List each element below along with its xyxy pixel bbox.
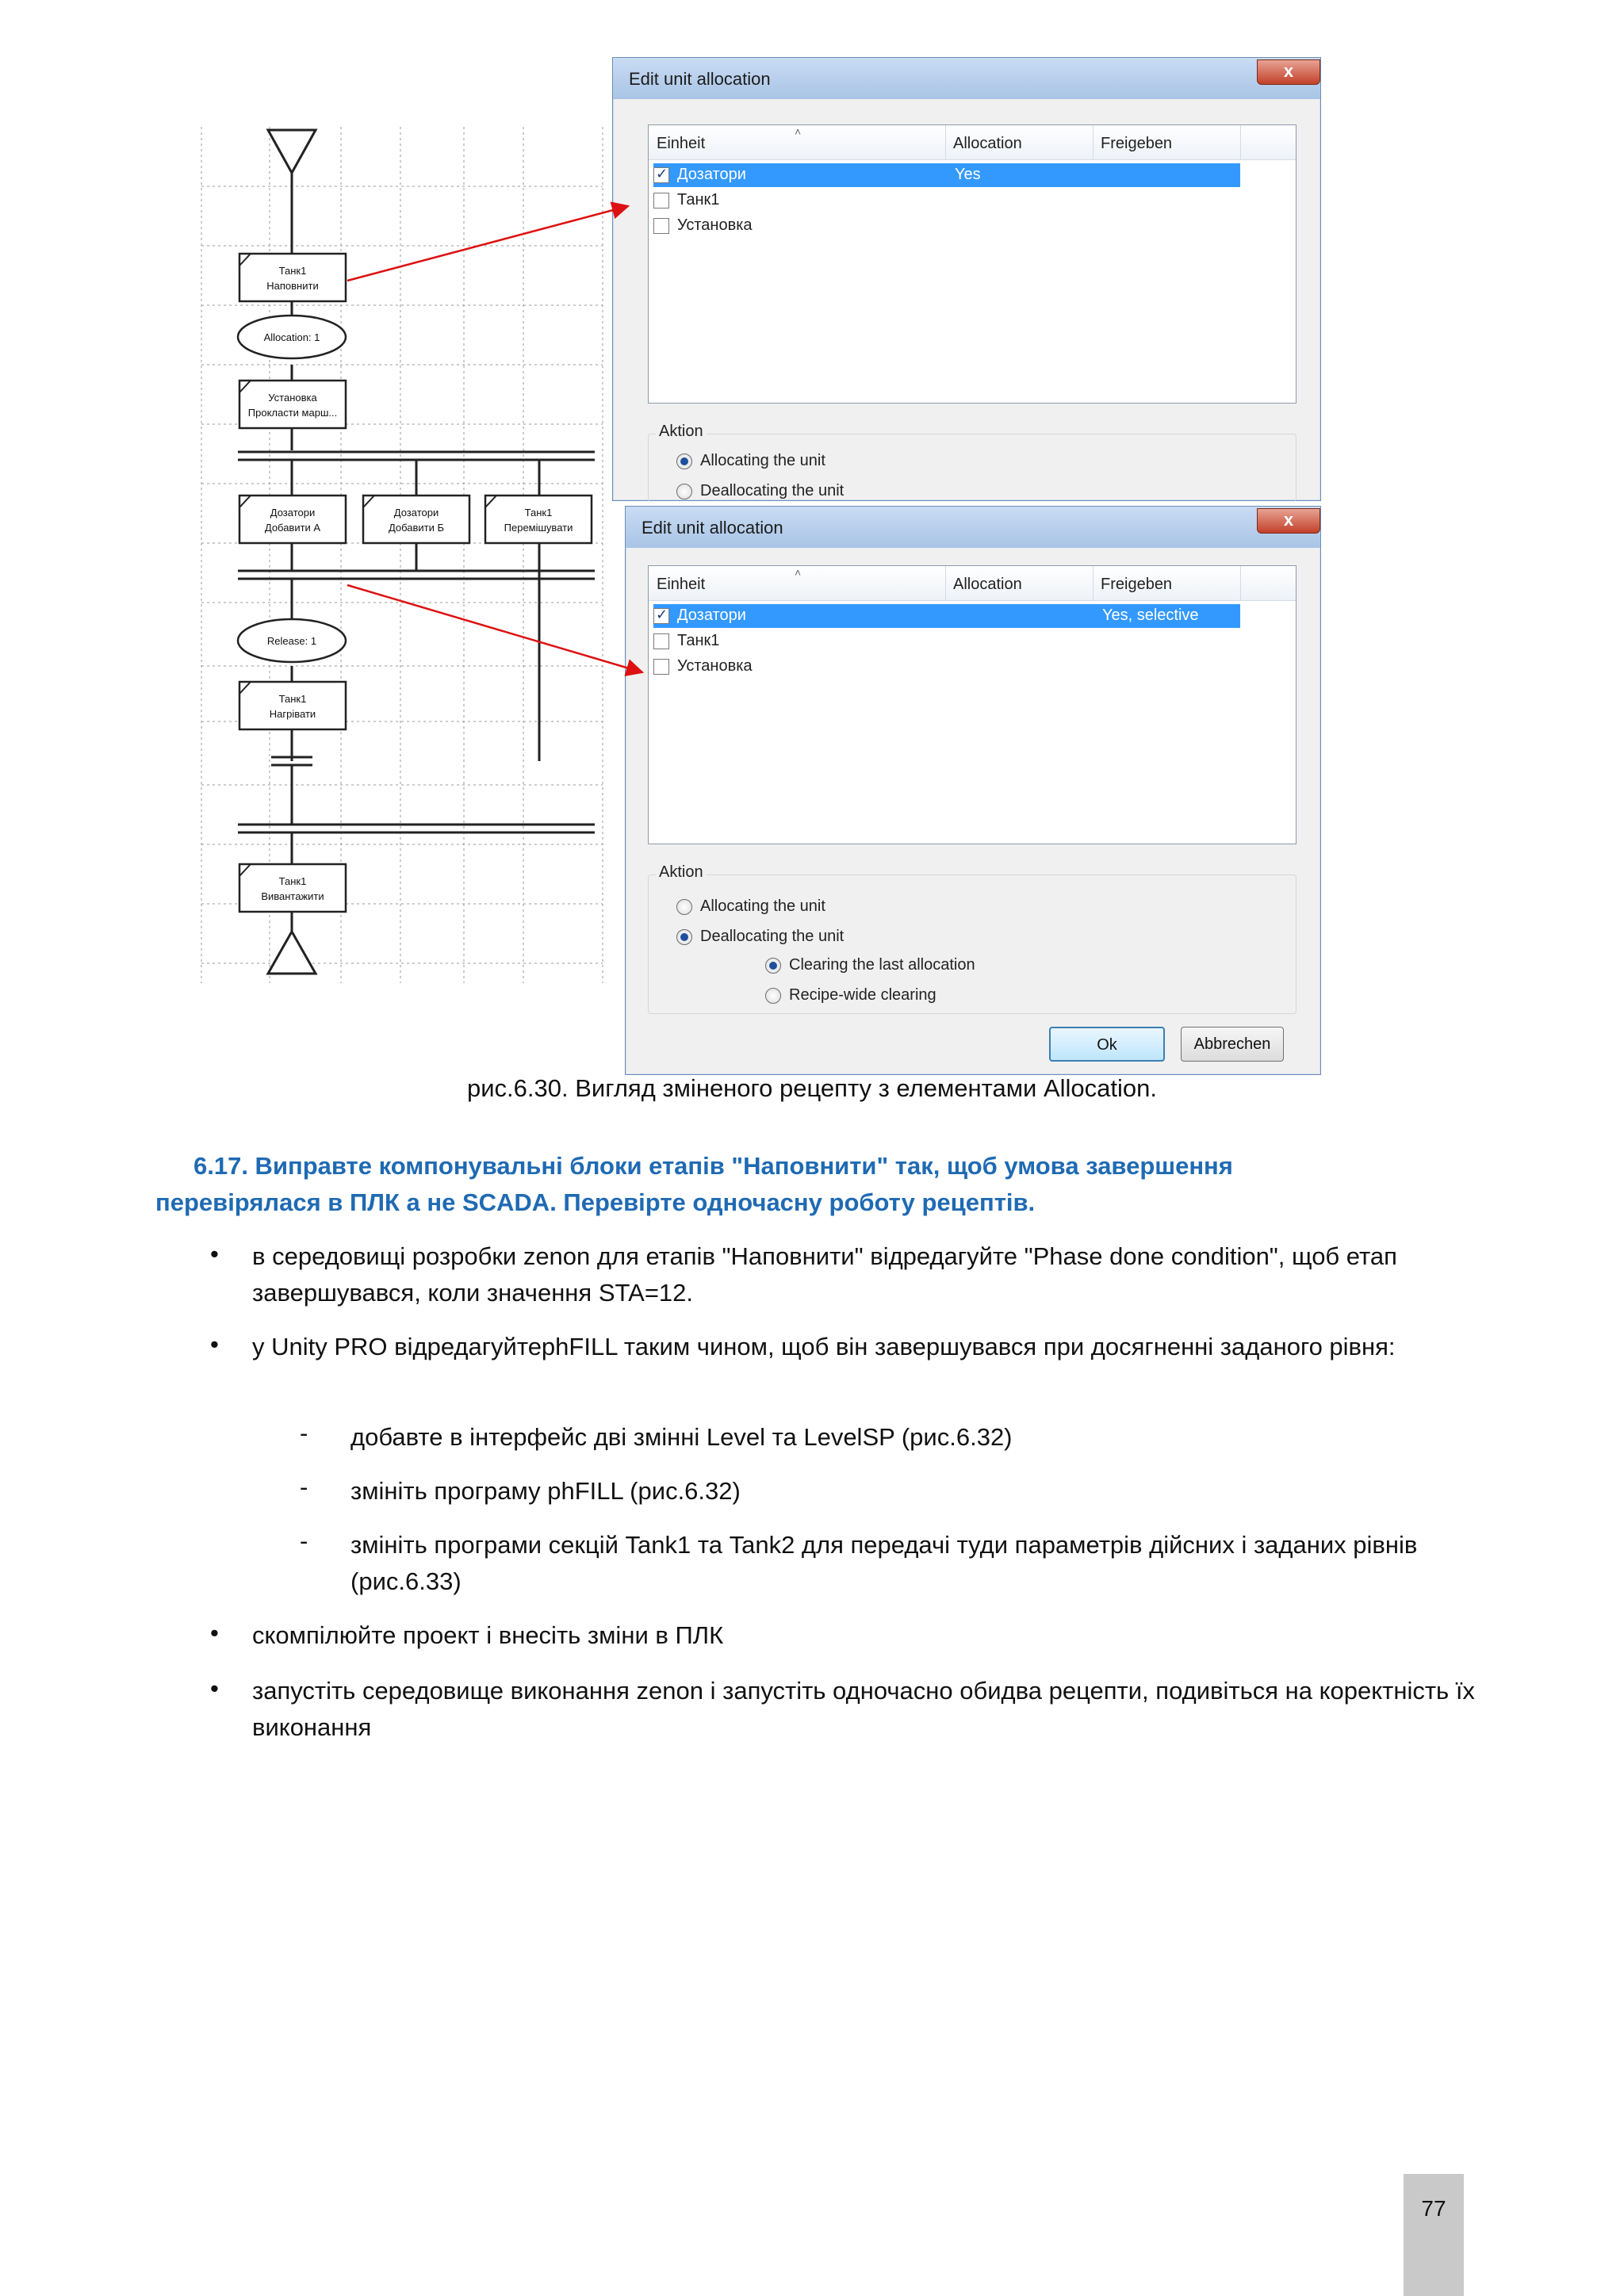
allocation-label: Allocation: 1 bbox=[263, 331, 320, 343]
unit-name: Танк1 bbox=[677, 191, 720, 209]
column-separator bbox=[1093, 566, 1094, 601]
step-label: Танк1 bbox=[278, 693, 307, 705]
column-header-freigeben[interactable]: Freigeben bbox=[1101, 576, 1173, 593]
step-label: Дозатори bbox=[270, 507, 316, 519]
dialog-title: Edit unit allocation bbox=[642, 518, 783, 538]
column-separator bbox=[1093, 125, 1094, 160]
dialog-title: Edit unit allocation bbox=[629, 69, 771, 89]
radio-dot[interactable] bbox=[765, 988, 781, 1004]
radio-label: Deallocating the unit bbox=[700, 482, 845, 499]
step-label: Нагрівати bbox=[269, 708, 316, 720]
step-label: Наповнити bbox=[266, 280, 319, 292]
aktion-group-label: Aktion bbox=[656, 423, 707, 441]
checkbox[interactable] bbox=[653, 608, 669, 624]
dash-icon: - bbox=[300, 1527, 308, 1555]
step-label: Прокласти марш... bbox=[247, 407, 338, 419]
dialog-title-bar bbox=[626, 507, 1320, 548]
checkbox[interactable] bbox=[653, 218, 669, 234]
radio-dot[interactable] bbox=[676, 899, 692, 915]
list-header bbox=[649, 125, 1296, 160]
list-item[interactable] bbox=[653, 655, 1240, 679]
radio-label: Allocating the unit bbox=[700, 452, 825, 469]
column-separator bbox=[1240, 566, 1241, 601]
edit-unit-allocation-dialog-2 bbox=[625, 506, 1321, 1075]
unit-name: Танк1 bbox=[677, 632, 720, 649]
radio-dot[interactable] bbox=[765, 958, 781, 974]
column-header-freigeben[interactable]: Freigeben bbox=[1101, 135, 1173, 152]
step-label: Дозатори bbox=[393, 507, 439, 519]
ok-button[interactable]: Ok bbox=[1049, 1027, 1165, 1062]
step-label: Вивантажити bbox=[261, 890, 324, 902]
sub-list-item: добавте в інтерфейс дві змінні Level та LevelSP (рис.6.32) bbox=[350, 1423, 1013, 1451]
radio-dot[interactable] bbox=[676, 929, 692, 945]
unit-name: Дозатори bbox=[677, 607, 746, 624]
step-label: Танк1 bbox=[278, 265, 307, 277]
freigeben-value: Yes, selective bbox=[1102, 607, 1199, 624]
list-item: скомпілюйте проект і внесіть зміни в ПЛК bbox=[252, 1621, 724, 1649]
cancel-button[interactable]: Abbrechen bbox=[1181, 1027, 1284, 1062]
radio-dot[interactable] bbox=[676, 453, 692, 469]
unit-list bbox=[648, 124, 1297, 404]
figure-caption: рис.6.30. Вигляд зміненого рецепту з елементами Allocation. bbox=[466, 1074, 1157, 1102]
close-button[interactable]: x bbox=[1257, 59, 1320, 85]
list-item[interactable] bbox=[653, 629, 1240, 653]
step-label: Танк1 bbox=[278, 875, 307, 887]
column-header-allocation[interactable]: Allocation bbox=[953, 135, 1022, 152]
step-label: Танк1 bbox=[524, 507, 553, 519]
figure-6-30 bbox=[198, 55, 1321, 1075]
heading-line-2: перевірялася в ПЛК а не SCADA. Перевірте одночасну роботу рецептів. bbox=[155, 1188, 1036, 1216]
sort-caret-icon: ˄ bbox=[795, 566, 802, 579]
bullet-icon: • bbox=[210, 1674, 219, 1702]
list-item[interactable] bbox=[653, 189, 1240, 212]
dialog-title-bar bbox=[613, 58, 1320, 99]
column-header-einheit[interactable]: Einheit bbox=[657, 576, 706, 593]
release-label: Release: 1 bbox=[266, 635, 317, 647]
bullet-icon: • bbox=[210, 1240, 219, 1268]
checkbox[interactable] bbox=[653, 167, 669, 183]
list-item: в середовищі розробки zenon для етапів "Наповнити" відредагуйте "Phase done condition", щоб етап завершувався, коли значення STA=12. bbox=[252, 1242, 1397, 1307]
checkbox[interactable] bbox=[653, 659, 669, 675]
step-label: Добавити А bbox=[264, 522, 321, 534]
list-item: запустіть середовище виконання zenon і запустіть одночасно обидва рецепти, подивіться на коректність їх виконання bbox=[252, 1677, 1475, 1741]
column-header-allocation[interactable]: Allocation bbox=[953, 576, 1022, 593]
list-header bbox=[649, 566, 1296, 601]
unit-name: Установка bbox=[677, 216, 753, 234]
heading-line-1: 6.17. Виправте компонувальні блоки етапів "Наповнити" так, щоб умова завершення bbox=[193, 1152, 1233, 1180]
bullet-icon: • bbox=[210, 1330, 219, 1358]
radio-label: Clearing the last allocation bbox=[789, 956, 975, 974]
list-item: у Unity PRO відредагуйтерhFILL таким чином, щоб він завершувався при досягненні заданого рівня: bbox=[252, 1333, 1396, 1360]
dash-icon: - bbox=[300, 1473, 308, 1501]
page-number-box bbox=[1404, 2174, 1464, 2296]
aktion-group-label: Aktion bbox=[656, 863, 707, 882]
allocation-value: Yes bbox=[955, 166, 981, 183]
list-item[interactable] bbox=[653, 214, 1240, 238]
column-separator bbox=[945, 566, 946, 601]
sub-list-item: змініть програму phFILL (рис.6.32) bbox=[350, 1477, 741, 1505]
unit-list bbox=[648, 565, 1297, 844]
page-number: 77 bbox=[1421, 2196, 1446, 2221]
edit-unit-allocation-dialog-1 bbox=[612, 57, 1321, 501]
bullet-icon: • bbox=[210, 1619, 219, 1647]
radio-label: Recipe-wide clearing bbox=[789, 986, 936, 1004]
checkbox[interactable] bbox=[653, 633, 669, 649]
list-item[interactable] bbox=[653, 163, 1240, 187]
list-item[interactable] bbox=[653, 604, 1240, 628]
column-header-einheit[interactable]: Einheit bbox=[657, 135, 706, 152]
section-heading bbox=[155, 1148, 1503, 1221]
radio-label: Allocating the unit bbox=[700, 897, 825, 915]
sfc-diagram bbox=[198, 127, 611, 983]
step-label: Добавити Б bbox=[388, 522, 445, 534]
radio-dot[interactable] bbox=[676, 484, 692, 499]
sub-list-item: змініть програми секцій Tank1 та Tank2 для передачі туди параметрів дійсних і заданих рівнів (рис.6.33) bbox=[350, 1531, 1418, 1595]
checkbox[interactable] bbox=[653, 193, 669, 209]
unit-name: Установка bbox=[677, 657, 753, 675]
unit-name: Дозатори bbox=[677, 166, 746, 183]
dash-icon: - bbox=[300, 1419, 308, 1447]
column-separator bbox=[1240, 125, 1241, 160]
step-label: Установка bbox=[268, 392, 317, 404]
radio-label: Deallocating the unit bbox=[700, 928, 845, 945]
step-label: Перемішувати bbox=[504, 522, 573, 534]
column-separator bbox=[945, 125, 946, 160]
sort-caret-icon: ˄ bbox=[795, 125, 802, 138]
close-button[interactable]: x bbox=[1257, 508, 1320, 534]
